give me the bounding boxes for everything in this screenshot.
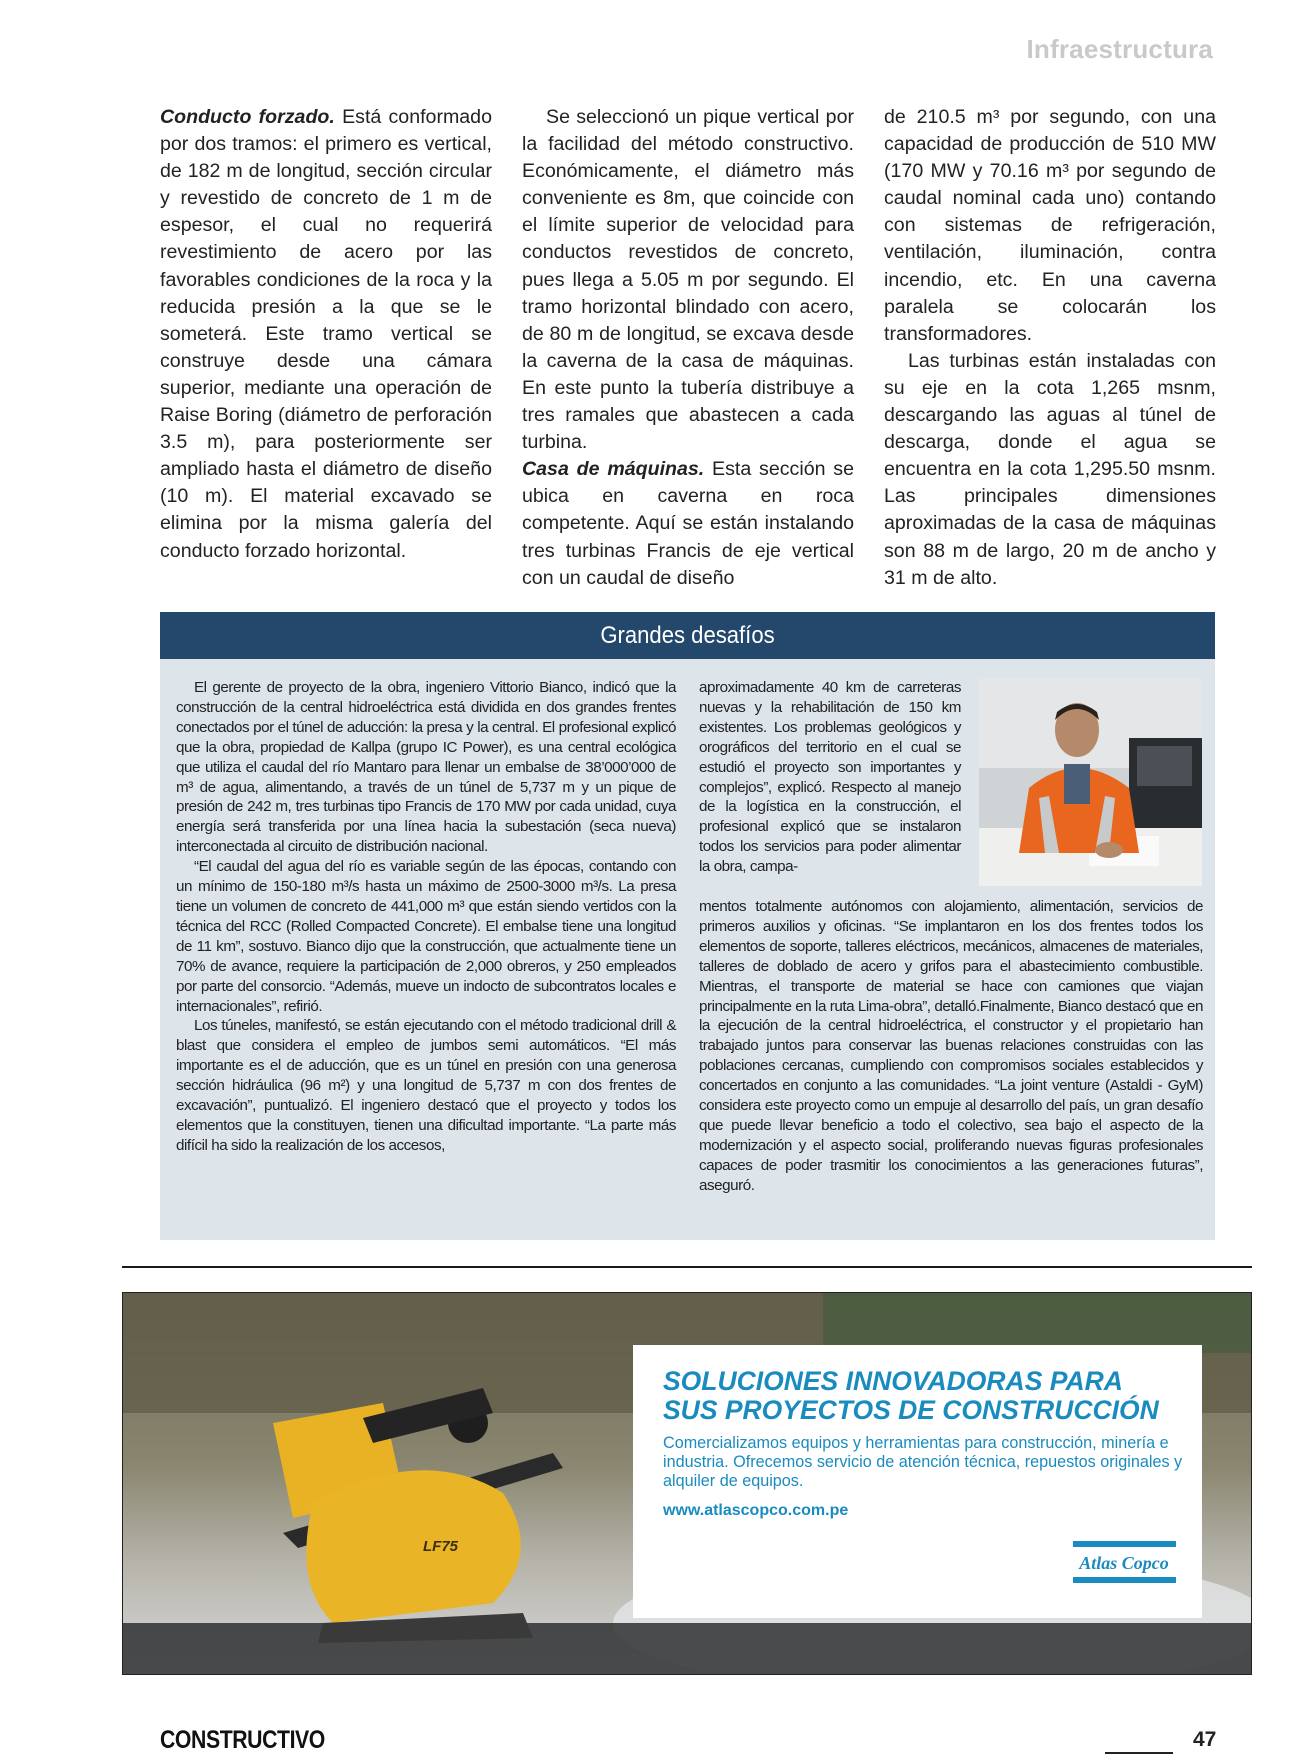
sidebar-right-column-bottom	[699, 897, 1203, 1196]
paragraph-pique-vertical: Se seleccionó un pique vertical por la facilidad del método constructivo. Económicamente, el diámetro más conveniente es 8m, que coincide con el límite superior de velocidad para conductos revestidos de concreto, pues llega a 5.05 m por segundo. El tramo horizontal blindado con acero, de 80 m de longitud, se excava desde la caverna de la casa de máquinas. En este punto la tubería distribuye a tres ramales que abastecen a cada turbina.	[522, 106, 854, 454]
ad-text-panel	[633, 1345, 1202, 1618]
sidebar-paragraph: El gerente de proyecto de la obra, ingeniero Vittorio Bianco, indicó que la construcción de la central hidroeléctrica está dividida en dos grandes frentes conectados por el túnel de aducción: la presa y la central. El profesional explicó que la obra, propiedad de Kallpa (grupo IC Power), es una central ecológica que utiliza el caudal del río Mantaro para llenar un embalse de 38’000’000 de m³ de agua, alimentando, a través de un túnel de 5,737 m y un pique de presión de 242 m, tres turbinas tipo Francis de 170 MW por cada unidad, cuya energía será transferida por una línea hacia la subestación (seca nueva) interconectada al circuito de distribución nacional.	[176, 679, 676, 856]
ad-headline-line-2: SUS PROYECTOS DE CONSTRUCCIÓN	[663, 1395, 1159, 1425]
ad-body-text: Comercializamos equipos y herramientas para construcción, minería e industria. Ofrecemos servicio de atención técnica, repuestos originales y alquiler de equipos.	[663, 1434, 1183, 1490]
sidebar-paragraph: Los túneles, manifestó, se están ejecutando con el método tradicional drill & blast que considera el empleo de jumbos semi automáticos. “El más importante es el de aducción, que es un túnel en presión con una generosa sección hidráulica (96 m²) y una longitud de 5,737 m con dos frentes de excavación”, puntualizó. El ingeniero destacó que el proyecto y todos los elementos que la constituyen, tienen una dificultad importante. “La parte más difícil ha sido la realización de los accesos,	[176, 1017, 676, 1154]
subhead-conducto-forzado: Conducto forzado.	[160, 106, 335, 128]
paragraph-casa-maquinas	[522, 456, 854, 591]
sidebar-box-title: Grandes desafíos	[202, 612, 1173, 659]
article-column-1	[160, 104, 492, 565]
sidebar-left-column	[176, 678, 676, 1156]
paragraph-turbinas: Las turbinas están instaladas con su eje en la cota 1,265 msnm, descargando las aguas al túnel de descarga, donde el agua se encuentra en la cota 1,295.50 msnm. Las principales dimensiones aproximadas de la casa de máquinas son 88 m de largo, 20 m de ancho y 31 m de alto.	[884, 349, 1216, 589]
engineer-photo	[979, 678, 1202, 886]
ad-url-link[interactable]: www.atlascopco.com.pe	[663, 1502, 849, 1519]
paragraph-conducto-forzado	[160, 104, 492, 565]
page-number: 47	[1193, 1728, 1217, 1751]
sidebar-box-header	[160, 612, 1215, 659]
sidebar-paragraph: aproximadamente 40 km de carreteras nuevas y la rehabilitación de 150 km existentes. Los problemas geológicos y orográficos del territorio en el cual se estudió el proyecto son importantes y complejos”, explicó. Respecto al manejo de la logística en la construcción, el profesional explicó que se instalaron todos los servicios para poder alimentar la obra, campa-	[699, 679, 961, 876]
article-column-2	[522, 104, 854, 592]
paragraph-text: Esta sección se ubica en caverna en roca competente. Aquí se están instalando tres turbinas Francis de eje vertical con un caudal de diseño	[522, 458, 854, 589]
ad-headline-line-1: SOLUCIONES INNOVADORAS PARA	[663, 1366, 1123, 1396]
sidebar-paragraph: “El caudal del agua del río es variable según de las épocas, contando con un mínimo de 150-180 m³/s hasta un máximo de 2500-3000 m³/s. La presa tiene un volumen de concreto de 441,000 m³ que están siendo vertidos con la técnica del RCC (Rolled Compacted Concrete). El embalse tiene una longitud de 11 km”, sostuvo. Bianco dijo que la construcción, que actualmente tiene un 70% de avance, requiere la participación de 2,000 obreros, y 250 empleados por parte del consorcio. “Además, mueve un indocto de subcontratos locales e internacionales”, refirió.	[176, 858, 676, 1015]
article-column-3	[884, 104, 1216, 592]
subhead-casa-maquinas: Casa de máquinas.	[522, 458, 705, 481]
paragraph-caudal: de 210.5 m³ por segundo, con una capacidad de producción de 510 MW (170 MW y 70.16 m³ por segundo de caudal nominal cada uno) contando con sistemas de refrigeración, ventilación, iluminación, contra incendio, etc. En una caverna paralela se colocarán los transformadores.	[884, 106, 1216, 345]
sidebar-box	[160, 612, 1215, 1240]
paragraph-text: Está conformado por dos tramos: el primero es vertical, de 182 m de longitud, sección circular y revestido de concreto de 1 m de espesor, el cual no requerirá revestimiento de acero por las favorables condiciones de la roca y la reducida presión a la que se le someterá. Este tramo vertical se construye desde una cámara superior, mediante una operación de Raise Boring (diámetro de perforación 3.5 m), para posteriormente ser ampliado hasta el diámetro de diseño (10 m). El material excavado se elimina por la misma galería del conducto forzado horizontal.	[160, 106, 492, 562]
machine-label: LF75	[423, 1538, 459, 1555]
page-number-rule	[1105, 1752, 1173, 1754]
ad-headline	[663, 1367, 1193, 1425]
svg-text:Atlas Copco: Atlas Copco	[1079, 1553, 1169, 1573]
advertisement[interactable]	[122, 1292, 1252, 1675]
sidebar-right-column-top	[699, 678, 961, 877]
atlas-copco-logo	[1073, 1541, 1176, 1583]
horizontal-rule	[122, 1266, 1252, 1268]
section-tag: Infraestructura	[1026, 34, 1213, 64]
sidebar-paragraph: mentos totalmente autónomos con alojamiento, alimentación, servicios de primeros auxilios y oficinas. “Se implantaron en los dos frentes todos los elementos de soporte, talleres eléctricos, mecánicos, almacenes de materiales, talleres de doblado de acero y grifos para el abastecimiento combustible. Mientras, el transporte de material se hace con camiones que viajan principalmente en la ruta Lima-obra”, detalló.Finalmente, Bianco destacó que en la ejecución de la central hidroeléctrica, el constructor y el propietario han trabajado juntos para conservar las buenas relaciones construidas con las poblaciones cercanas, cumpliendo con compromisos sociales establecidos y concertados en conjunto a las comunidades. “La joint venture (Astaldi - GyM) considera este proyecto como un empuje al desarrollo del país, un gran desafío que puede llevar beneficio a todo el colectivo, sea bajo el aspecto de la modernización y el aspecto social, proliferando nuevas figuras profesionales capaces de poder trasmitir los conocimientos a las generaciones futuras”, aseguró.	[699, 898, 1203, 1194]
magazine-masthead: CONSTRUCTIVO	[160, 1726, 325, 1754]
